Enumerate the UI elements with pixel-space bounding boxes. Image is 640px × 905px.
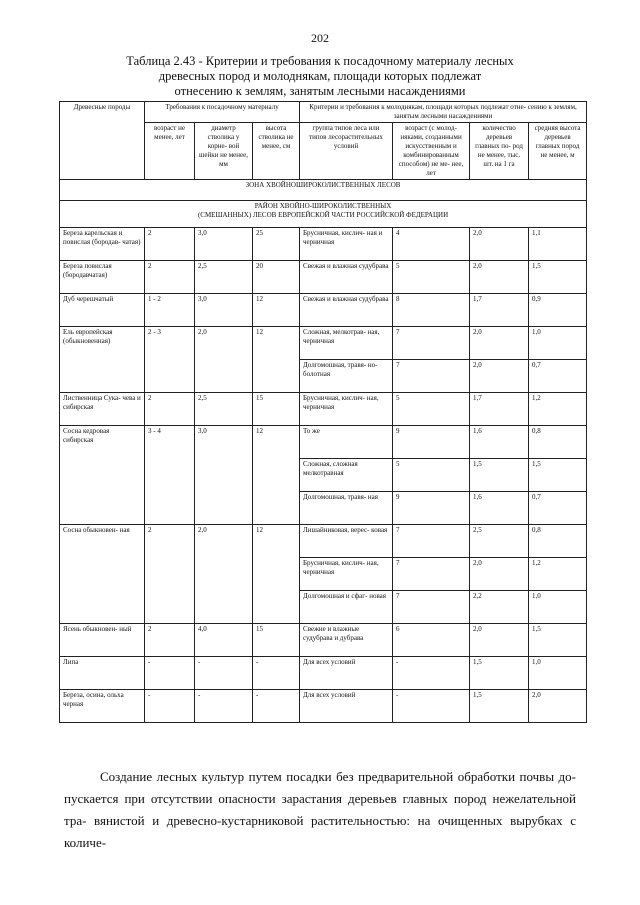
header-young-age: возраст (с молод- няками, созданными искусственным и комбинированным способом) не ме- нее, лет <box>393 123 470 180</box>
header-species: Древесные породы <box>60 102 145 180</box>
table-row <box>60 327 587 360</box>
table-cell: Брусничная, кислич- ная и черничная <box>300 228 393 261</box>
table-cell: 1,5 <box>470 657 529 690</box>
table-row <box>60 261 587 294</box>
table-cell: 8 <box>393 294 470 327</box>
table-cell: Долгомошная, травя- но-болотная <box>300 360 393 393</box>
table-cell: 2,2 <box>470 591 529 624</box>
table-cell: Лишайниковая, верес- ковая <box>300 525 393 558</box>
table-cell: Для всех условий <box>300 657 393 690</box>
table-cell: Долгомошная и сфаг- новая <box>300 591 393 624</box>
table-cell: Сложная, сложная мелкотравная <box>300 459 393 492</box>
table-cell: 0,7 <box>529 492 587 525</box>
table-cell: 15 <box>253 624 300 657</box>
table-cell: 4 <box>393 228 470 261</box>
table-cell: 12 <box>253 525 300 624</box>
table-cell: 2,0 <box>529 690 587 723</box>
table-cell: 9 <box>393 426 470 459</box>
table-cell: 5 <box>393 393 470 426</box>
table-cell: 2,0 <box>470 558 529 591</box>
table-cell: Береза карельская и повислая (бородав- чатая) <box>60 228 145 261</box>
table-cell: Береза повислая (бородавчатая) <box>60 261 145 294</box>
table-cell: 2,0 <box>470 261 529 294</box>
zone-heading: ЗОНА ХВОЙНОШИРОКОЛИСТВЕННЫХ ЛЕСОВ <box>60 180 587 201</box>
table-cell: Сосна обыкновен- ная <box>60 525 145 624</box>
table-cell: Ель европейская (обыкновенная) <box>60 327 145 393</box>
table-cell: 0,8 <box>529 525 587 558</box>
table-cell: 7 <box>393 591 470 624</box>
table-cell: 7 <box>393 360 470 393</box>
table-cell: 25 <box>253 228 300 261</box>
header-forest-type: группа типов леса или типов лесорастительных условий <box>300 123 393 180</box>
table-cell: 12 <box>253 294 300 327</box>
table-cell: 15 <box>253 393 300 426</box>
header-age: возраст не менее, лет <box>145 123 195 180</box>
table-cell: Сосна кедровая сибирская <box>60 426 145 525</box>
table-cell: 0,7 <box>529 360 587 393</box>
header-mean-height: средняя высота деревьев главных пород не менее, м <box>529 123 587 180</box>
header-diameter: диаметр стволика у корне- вой шейки не менее, мм <box>195 123 253 180</box>
table-cell: 5 <box>393 261 470 294</box>
table-cell: 1,1 <box>529 228 587 261</box>
table-cell: 20 <box>253 261 300 294</box>
table-cell: 1,2 <box>529 558 587 591</box>
table-cell: Для всех условий <box>300 690 393 723</box>
table-row <box>60 393 587 426</box>
table-cell: 1,5 <box>470 459 529 492</box>
table-cell: - <box>393 690 470 723</box>
caption-line: Таблица 2.43 - Критерии и требования к посадочному материалу лесных <box>126 54 514 68</box>
table-cell: 2 <box>145 228 195 261</box>
table-cell: 7 <box>393 327 470 360</box>
table-cell: 3,0 <box>195 228 253 261</box>
table-cell: Ясень обыкновен- ный <box>60 624 145 657</box>
table-cell: 1,0 <box>529 657 587 690</box>
table-cell: 0,9 <box>529 294 587 327</box>
table-cell: 7 <box>393 525 470 558</box>
region-line: РАЙОН ХВОЙНО-ШИРОКОЛИСТВЕННЫХ <box>254 202 392 210</box>
table-cell: 12 <box>253 327 300 393</box>
table-cell: 1,0 <box>529 591 587 624</box>
table-cell: 2 <box>145 525 195 624</box>
table-cell: 1,6 <box>470 426 529 459</box>
page-number: 202 <box>311 31 329 45</box>
table-caption <box>70 54 570 99</box>
table-cell: - <box>253 690 300 723</box>
table-cell: 2,0 <box>195 327 253 393</box>
table-row <box>60 228 587 261</box>
table-cell: Свежая и влажная судубрава <box>300 294 393 327</box>
table-cell: 1,6 <box>470 492 529 525</box>
table-cell: 5 <box>393 459 470 492</box>
table-cell: Лиственница Сука- чева и сибирская <box>60 393 145 426</box>
table-cell: Береза, осина, ольха черная <box>60 690 145 723</box>
table-cell: Свежая и влажная судубрава <box>300 261 393 294</box>
criteria-table <box>59 101 587 723</box>
table-cell: 2 <box>145 261 195 294</box>
table-cell: 1,7 <box>470 393 529 426</box>
table-cell: 12 <box>253 426 300 525</box>
table-cell: 2,5 <box>470 525 529 558</box>
table-cell: Долгомошная, травя- ная <box>300 492 393 525</box>
table-cell: 2,5 <box>195 393 253 426</box>
table-cell: 1,2 <box>529 393 587 426</box>
table-cell: 2,0 <box>470 624 529 657</box>
table-cell: 2 - 3 <box>145 327 195 393</box>
table-row <box>60 624 587 657</box>
table-cell: Брусничная, кислич- ная, черничная <box>300 393 393 426</box>
header-young-stands: Критерии и требования к молоднякам, площади которых подлежат отне- сению к землям, занятым лесными насаждениями <box>300 102 587 123</box>
table-cell: Дуб черешчатый <box>60 294 145 327</box>
table-cell: 3 - 4 <box>145 426 195 525</box>
table-row <box>60 525 587 558</box>
table-cell: 2 <box>145 624 195 657</box>
table-cell: 6 <box>393 624 470 657</box>
table-row <box>60 294 587 327</box>
table-cell: - <box>145 657 195 690</box>
table-cell: - <box>253 657 300 690</box>
table-cell: - <box>145 690 195 723</box>
table-cell: - <box>195 657 253 690</box>
header-planting-material: Требования к посадочному материалу <box>145 102 300 123</box>
body-paragraph: Создание лесных культур путем посадки без предварительной обработки почвы до- пускается при отсутствии опасности зарастания деревьев главных пород нежелательной тра- вянистой и древесно-кустарниковой растительностью: на очищенных вырубках с количе- <box>64 769 576 850</box>
table-cell: 0,8 <box>529 426 587 459</box>
table-cell: 7 <box>393 558 470 591</box>
table-cell: 2,0 <box>195 525 253 624</box>
table-cell: 4,0 <box>195 624 253 657</box>
table-cell: 1,5 <box>529 261 587 294</box>
table-cell: 2 <box>145 393 195 426</box>
table-cell: 1 - 2 <box>145 294 195 327</box>
table-cell: 3,0 <box>195 426 253 525</box>
table-cell: Сложная, мелкотрав- ная, черничная <box>300 327 393 360</box>
table-cell: 3,0 <box>195 294 253 327</box>
table-cell: 2,0 <box>470 228 529 261</box>
table-cell: Свежие и влажные судубрава и дубрава <box>300 624 393 657</box>
table-cell: 1,7 <box>470 294 529 327</box>
table-cell: 2,0 <box>470 327 529 360</box>
table-row <box>60 657 587 690</box>
table-cell: 2,5 <box>195 261 253 294</box>
header-height: высота стволика не менее, см <box>253 123 300 180</box>
table-cell: 9 <box>393 492 470 525</box>
table-row <box>60 426 587 459</box>
region-heading <box>60 201 587 228</box>
table-cell: То же <box>300 426 393 459</box>
table-row <box>60 690 587 723</box>
region-line: (СМЕШАННЫХ) ЛЕСОВ ЕВРОПЕЙСКОЙ ЧАСТИ РОССИЙСКОЙ ФЕДЕРАЦИИ <box>197 211 449 219</box>
table-cell: 1,5 <box>529 624 587 657</box>
caption-line: отнесению к землям, занятым лесными насаждениями <box>174 84 466 98</box>
table-cell: Липа <box>60 657 145 690</box>
table-cell: Брусничная, кислич- ная, черничная <box>300 558 393 591</box>
caption-line: древесных пород и молоднякам, площади которых подлежат <box>158 69 482 83</box>
header-tree-count: количество деревьев главных по- род не менее, тыс. шт. на 1 га <box>470 123 529 180</box>
table-cell: - <box>195 690 253 723</box>
table-cell: 1,5 <box>529 459 587 492</box>
table-cell: 2,0 <box>470 360 529 393</box>
table-cell: - <box>393 657 470 690</box>
table-cell: 1,0 <box>529 327 587 360</box>
table-cell: 1,5 <box>470 690 529 723</box>
